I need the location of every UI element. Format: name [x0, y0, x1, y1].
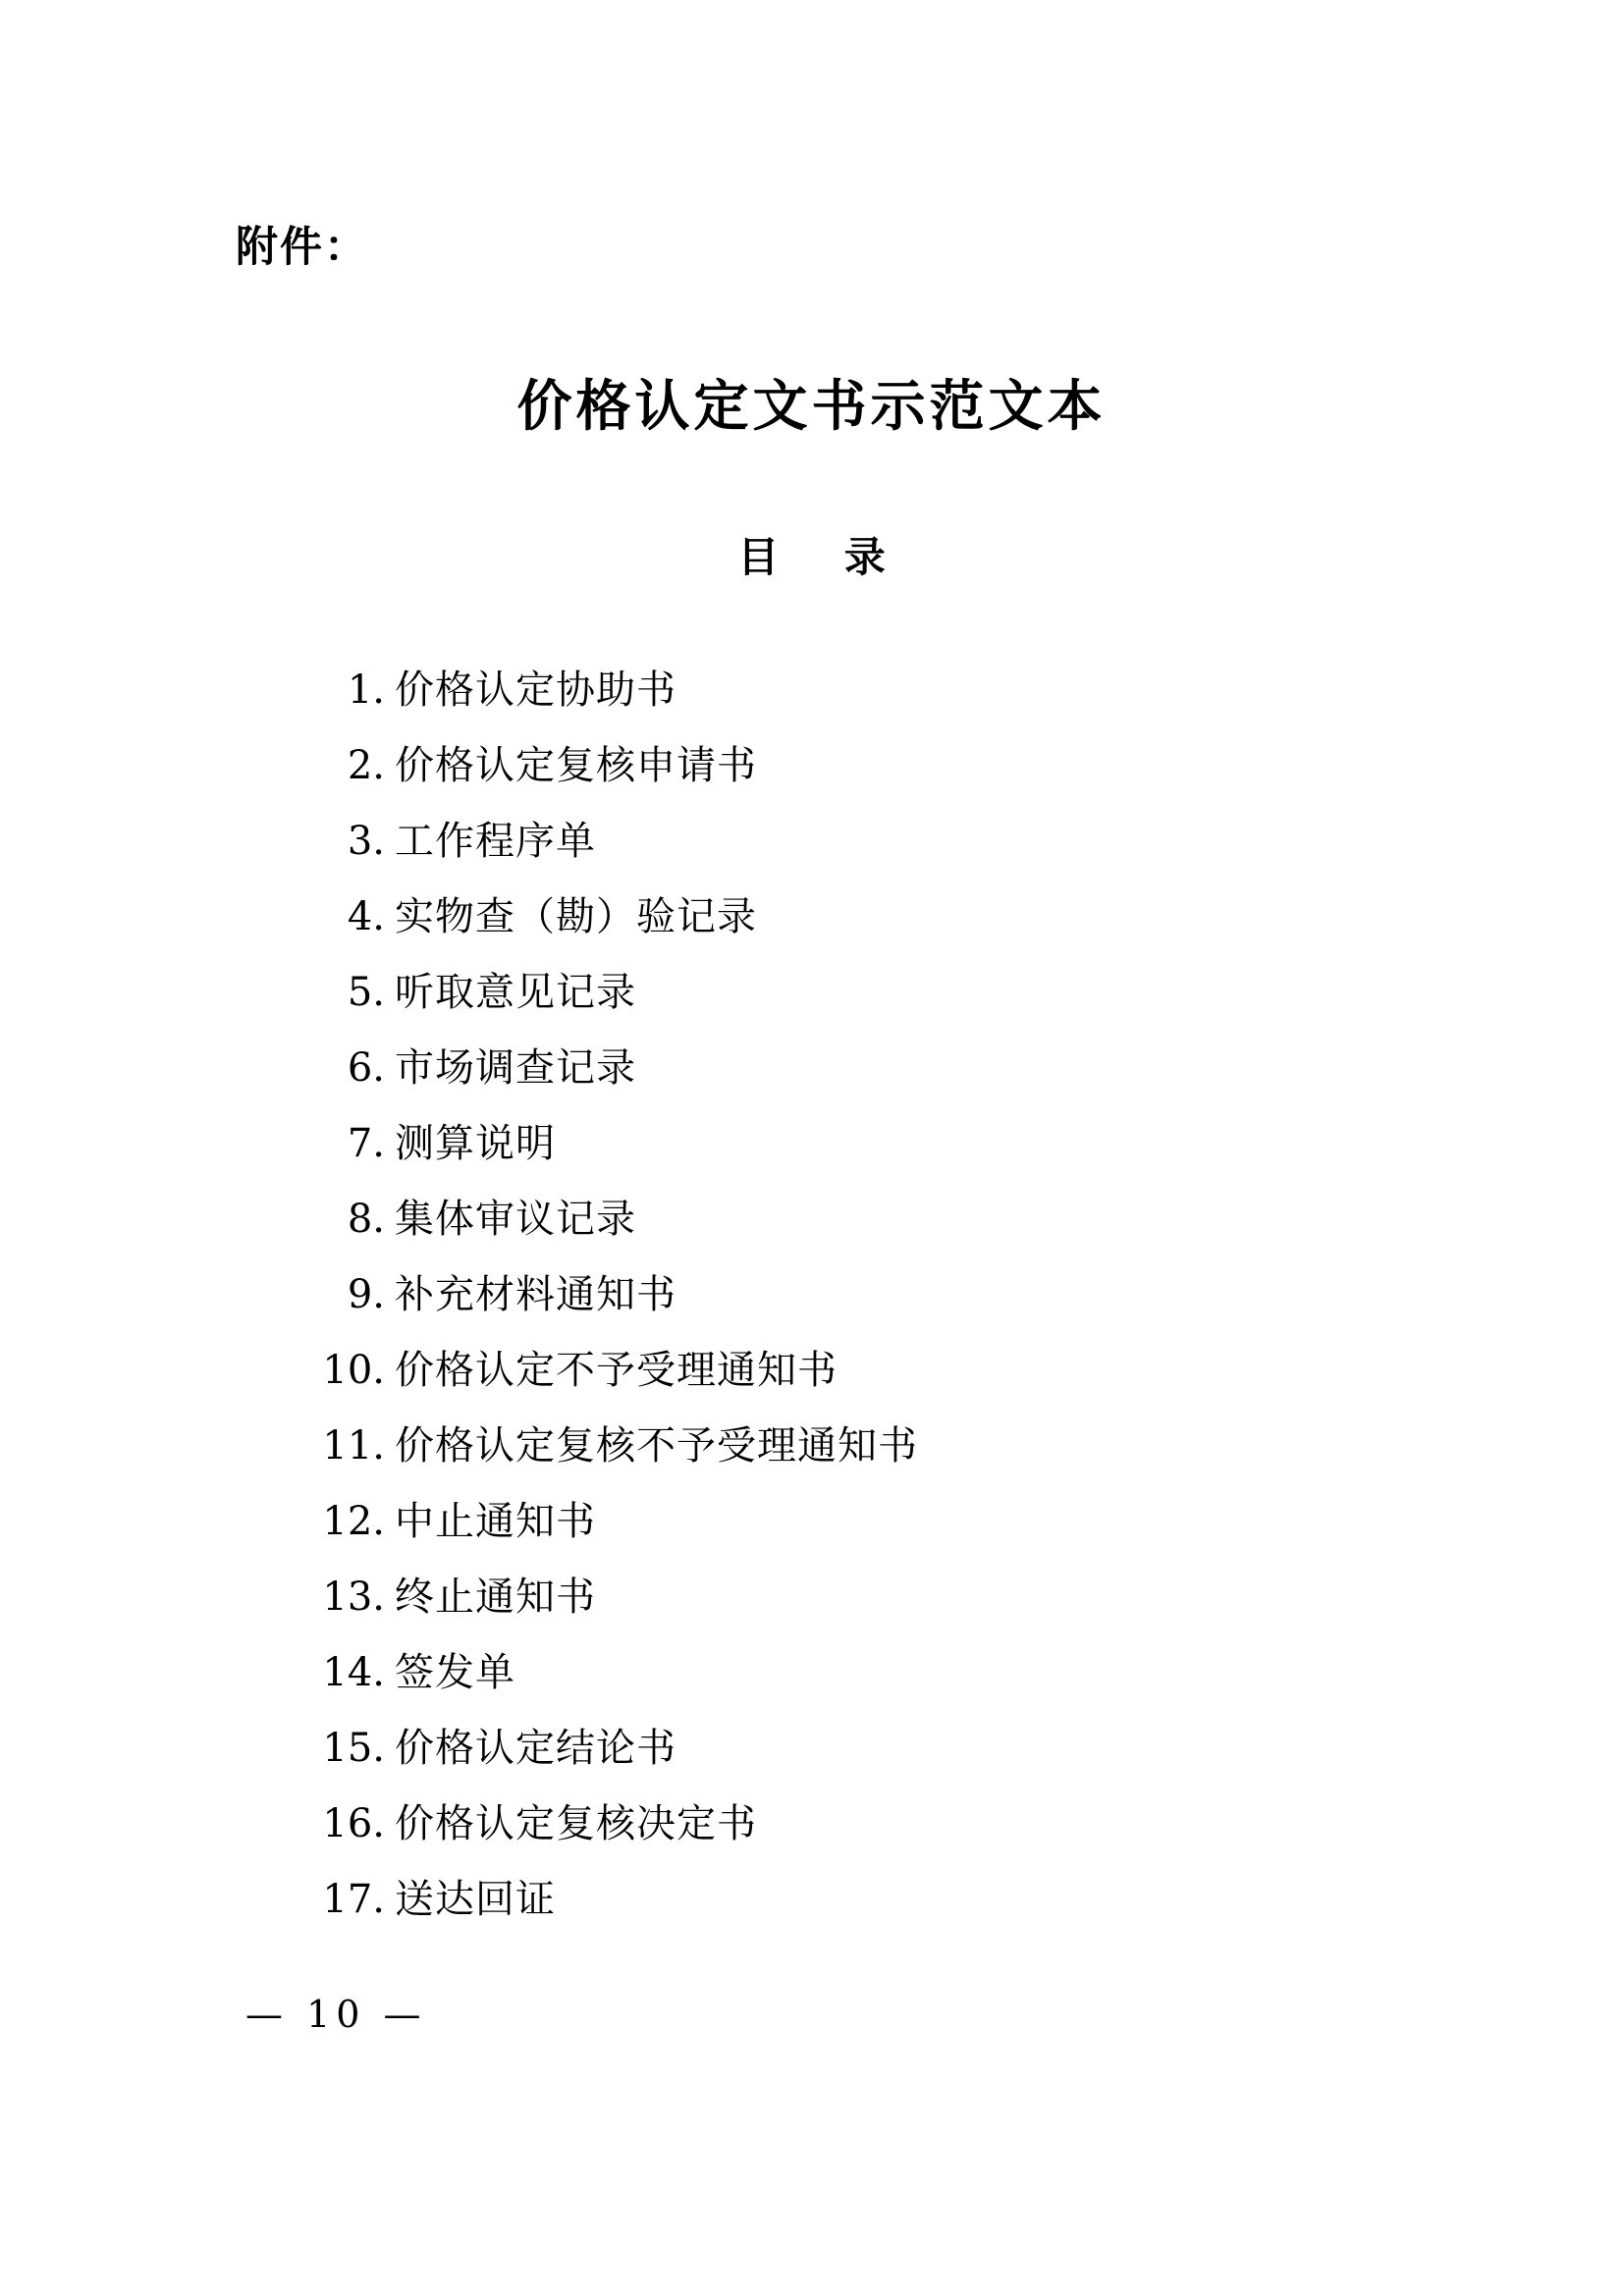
list-item — [295, 1106, 1375, 1182]
list-item — [295, 880, 1375, 955]
list-item — [295, 1787, 1375, 1862]
list-item-label: 终止通知书 — [395, 1575, 596, 1620]
list-item — [295, 1333, 1375, 1409]
list-item-number: 17. — [322, 1877, 385, 1922]
list-item — [295, 1862, 1375, 1938]
list-item-number: 1. — [347, 667, 385, 713]
list-item-label: 价格认定复核决定书 — [395, 1801, 757, 1846]
list-item-label: 送达回证 — [395, 1877, 556, 1922]
list-item — [295, 804, 1375, 880]
page-title: 价格认定文书示范文本 — [516, 374, 1107, 439]
list-item-number: 3. — [347, 819, 385, 864]
page-number: — 10 — — [245, 1993, 427, 2036]
list-item-number: 4. — [347, 894, 385, 939]
list-item-label: 签发单 — [395, 1650, 515, 1695]
list-item — [295, 955, 1375, 1031]
list-item-label: 测算说明 — [395, 1121, 556, 1166]
list-item-number: 13. — [322, 1575, 385, 1620]
list-item-label: 价格认定复核申请书 — [395, 743, 757, 788]
list-item-number: 12. — [322, 1499, 385, 1544]
list-item-number: 8. — [347, 1197, 385, 1242]
list-item-label: 听取意见记录 — [395, 970, 636, 1015]
list-item-label: 价格认定不予受理通知书 — [395, 1348, 838, 1393]
list-item-label: 实物查（勘）验记录 — [395, 894, 757, 939]
list-item — [295, 1257, 1375, 1333]
list-item-number: 10. — [322, 1348, 385, 1393]
list-item — [295, 1182, 1375, 1257]
list-item-number: 6. — [347, 1045, 385, 1091]
list-item-number: 15. — [322, 1726, 385, 1771]
list-item-label: 中止通知书 — [395, 1499, 596, 1544]
attachment-label: 附件： — [236, 223, 368, 272]
list-item-label: 价格认定结论书 — [395, 1726, 676, 1771]
list-item-number: 2. — [347, 743, 385, 788]
list-item-label: 市场调查记录 — [395, 1045, 636, 1091]
list-item-number: 11. — [322, 1423, 385, 1468]
list-item — [295, 728, 1375, 804]
list-item-label: 补充材料通知书 — [395, 1272, 676, 1317]
list-item — [295, 1711, 1375, 1787]
table-of-contents-heading: 目 录 — [737, 533, 911, 581]
list-item-label: 工作程序单 — [395, 819, 596, 864]
table-of-contents-list — [295, 653, 1375, 1938]
list-item-number: 16. — [322, 1801, 385, 1846]
list-item-label: 集体审议记录 — [395, 1197, 636, 1242]
list-item-number: 9. — [347, 1272, 385, 1317]
list-item-label: 价格认定复核不予受理通知书 — [395, 1423, 918, 1468]
list-item-number: 5. — [347, 970, 385, 1015]
list-item-label: 价格认定协助书 — [395, 667, 676, 713]
list-item-number: 7. — [347, 1121, 385, 1166]
list-item — [295, 1409, 1375, 1484]
list-item — [295, 1560, 1375, 1635]
list-item — [295, 1635, 1375, 1711]
list-item-number: 14. — [322, 1650, 385, 1695]
list-item — [295, 1031, 1375, 1106]
list-item — [295, 653, 1375, 728]
list-item — [295, 1484, 1375, 1560]
